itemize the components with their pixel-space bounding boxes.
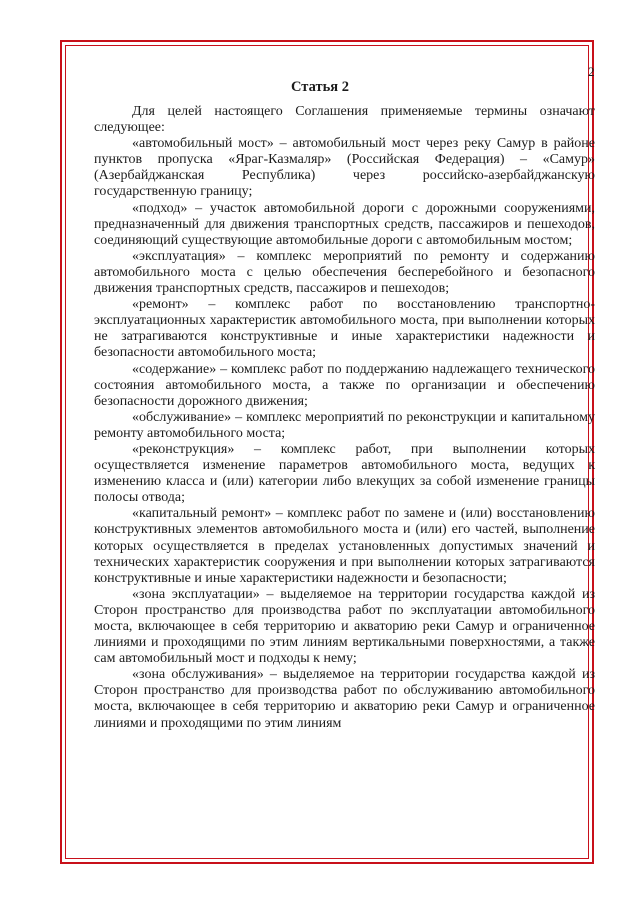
paragraph-definition: «зона обслуживания» – выделяемое на территории государства каждой из Сторон пространство для производства работ по обслуживанию автомобильного моста, включающее в себя территорию и акваторию реки Самур и ограниченное линиями и проходящими по этим линиям bbox=[94, 667, 595, 731]
paragraph-definition: «эксплуатация» – комплекс мероприятий по ремонту и содержанию автомобильного моста с целью обеспечения бесперебойного и безопасного движения транспортных средств, пассажиров и пешеходов; bbox=[94, 248, 595, 297]
paragraph-definition: «капитальный ремонт» – комплекс работ по замене и (или) восстановлению конструктивных элементов автомобильного моста и (или) его частей, выполнение которых осуществляется в пределах установленных допустимых значений и технических характеристик сооружения и при выполнении которых затрагиваются конструктивные и иные характеристики надежности и безопасности; bbox=[94, 506, 595, 586]
paragraph-definition: «зона эксплуатации» – выделяемое на территории государства каждой из Сторон пространство для производства работ по эксплуатации автомобильного моста, включающее в себя территорию и акваторию реки Самур и ограниченное линиями и проходящими по этим линиям вертикальными поверхностями, а также сам автомобильный мост и подходы к нему; bbox=[94, 586, 595, 667]
document-body bbox=[94, 104, 595, 732]
paragraph-definition: «реконструкция» – комплекс работ, при выполнении которых осуществляется изменение параметров автомобильного моста, ведущих к изменению класса и (или) категории либо влекущих за собой изменение границы полосы отвода; bbox=[94, 441, 595, 506]
paragraph-intro: Для целей настоящего Соглашения применяемые термины означают следующее: bbox=[94, 104, 595, 136]
paragraph-definition: «ремонт» – комплекс работ по восстановлению транспортно-эксплуатационных характеристик автомобильного моста, при выполнении которых не затрагиваются конструктивные и иные характеристики надежности и безопасности автомобильного моста; bbox=[94, 297, 595, 361]
paragraph-definition: «подход» – участок автомобильной дороги с дорожными сооружениями, предназначенный для движения транспортных средств, пассажиров и пешеходов, соединяющий существующие автомобильные дороги с автомобильным мостом; bbox=[94, 200, 595, 248]
page-number: 2 bbox=[588, 64, 595, 79]
paragraph-definition: «содержание» – комплекс работ по поддержанию надлежащего технического состояния автомобильного моста, а также по организации и обеспечению безопасности дорожного движения; bbox=[94, 361, 595, 409]
paragraph-definition: «автомобильный мост» – автомобильный мост через реку Самур в районе пунктов пропуска «Яраг-Казмаляр» (Российская Федерация) – «Самур» (Азербайджанская Республика) через российско-азербайджанскую государственную границу; bbox=[94, 136, 595, 200]
article-heading: Статья 2 bbox=[291, 79, 349, 95]
paragraph-definition: «обслуживание» – комплекс мероприятий по реконструкции и капитальному ремонту автомобильного моста; bbox=[94, 409, 595, 441]
